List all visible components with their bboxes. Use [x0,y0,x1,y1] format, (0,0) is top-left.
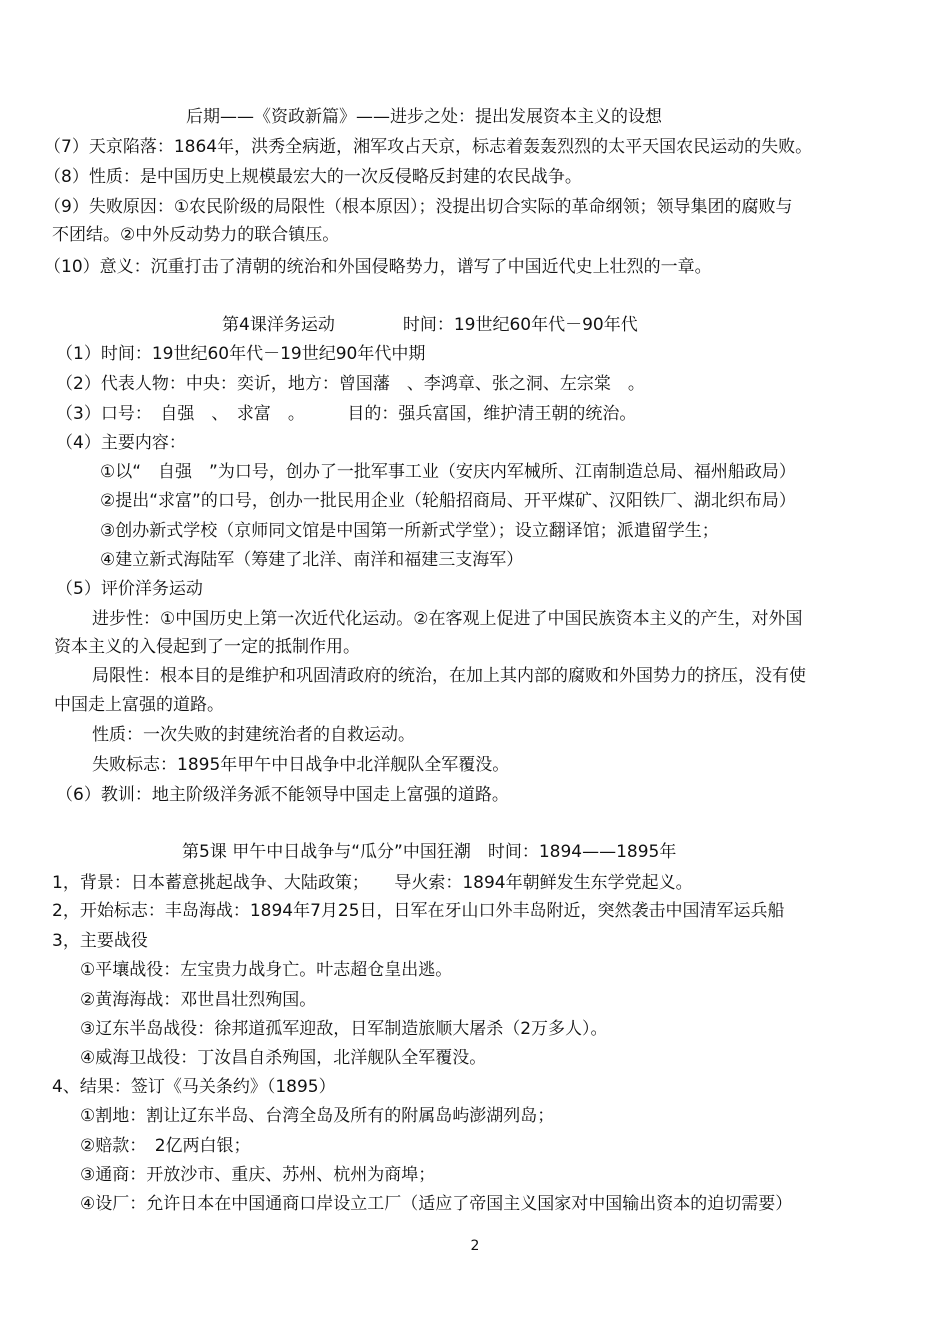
text-line: （7）天京陷落：1864年，洪秀全病逝，湘军攻占天京，标志着轰轰烈烈的太平天国农民运动的失败。 [44,137,813,157]
page-number: 2 [470,1238,480,1254]
text-line: ②黄海海战：邓世昌壮烈殉国。 [80,990,317,1010]
text-line: 后期——《资政新篇》——进步之处：提出发展资本主义的设想 [186,107,662,127]
text-line: ②赔款： 2亿两白银； [80,1136,251,1156]
text-line: （1）时间：19世纪60年代－19世纪90年代中期 [56,344,426,364]
text-line: ④威海卫战役：丁汝昌自杀殉国，北洋舰队全军覆没。 [80,1048,487,1068]
text-line: ①以“ 自强 ”为口号，创办了一批军事工业（安庆内军械所、江南制造总局、福州船政局） [100,462,796,482]
text-line: 局限性：根本目的是维护和巩固清政府的统治，在加上其内部的腐败和外国势力的挤压，没有使 [92,666,806,686]
text-line: ④设厂：允许日本在中国通商口岸设立工厂（适应了帝国主义国家对中国输出资本的迫切需要） [80,1194,793,1214]
text-line: ④建立新式海陆军（筹建了北洋、南洋和福建三支海军） [100,550,524,570]
text-line: ③辽东半岛战役：徐邦道孤军迎敌，日军制造旅顺大屠杀（2万多人）。 [80,1019,608,1039]
text-line: 4、结果：签订《马关条约》（1895） [52,1077,336,1097]
text-line: （4）主要内容： [56,433,186,453]
text-line: 失败标志：1895年甲午中日战争中北洋舰队全军覆没。 [92,755,510,775]
text-line: 资本主义的入侵起到了一定的抵制作用。 [54,637,360,657]
text-line: ②提出“求富”的口号，创办一批民用企业（轮船招商局、开平煤矿、汉阳铁厂、湖北织布局） [100,491,796,511]
text-line: 进步性：①中国历史上第一次近代化运动。②在客观上促进了中国民族资本主义的产生，对外国 [92,609,803,629]
text-line: （8）性质：是中国历史上规模最宏大的一次反侵略反封建的农民战争。 [44,167,582,187]
text-line: （6）教训：地主阶级洋务派不能领导中国走上富强的道路。 [56,785,509,805]
text-line: （3）口号： 自强 、 求富 。 目的：强兵富国，维护清王朝的统治。 [56,404,637,424]
text-line: （10）意义：沉重打击了清朝的统治和外国侵略势力，谱写了中国近代史上壮烈的一章。 [44,257,712,277]
text-line: 不团结。②中外反动势力的联合镇压。 [52,225,340,245]
text-line: 性质：一次失败的封建统治者的自救运动。 [92,725,415,745]
text-line: ③通商：开放沙市、重庆、苏州、杭州为商埠； [80,1165,436,1185]
text-line: （9）失败原因：①农民阶级的局限性（根本原因）；没提出切合实际的革命纲领；领导集团的腐败与 [44,197,793,217]
text-line: ①割地：割让辽东半岛、台湾全岛及所有的附属岛屿澎湖列岛； [80,1106,555,1126]
text-line: 2，开始标志：丰岛海战：1894年7月25日，日军在牙山口外丰岛附近，突然袭击中国清军运兵船 [52,901,785,921]
text-line: （2）代表人物：中央：奕䜣，地方：曾国藩 、李鸿章、张之洞、左宗棠 。 [56,374,645,394]
text-line: 3，主要战役 [52,931,148,951]
text-line: ③创办新式学校（京师同文馆是中国第一所新式学堂）；设立翻译馆；派遣留学生； [100,521,719,541]
text-line: 1，背景：日本蓄意挑起战争、大陆政策； 导火索：1894年朝鲜发生东学党起义。 [52,873,693,893]
text-line: ①平壤战役：左宝贵力战身亡。叶志超仓皇出逃。 [80,960,453,980]
text-line: （5）评价洋务运动 [56,579,203,599]
section-heading: 第4课洋务运动 时间：19世纪60年代－90年代 [222,315,638,335]
section-heading: 第5课 甲午中日战争与“瓜分”中国狂潮 时间：1894——1895年 [182,842,677,862]
text-line: 中国走上富强的道路。 [54,695,224,715]
